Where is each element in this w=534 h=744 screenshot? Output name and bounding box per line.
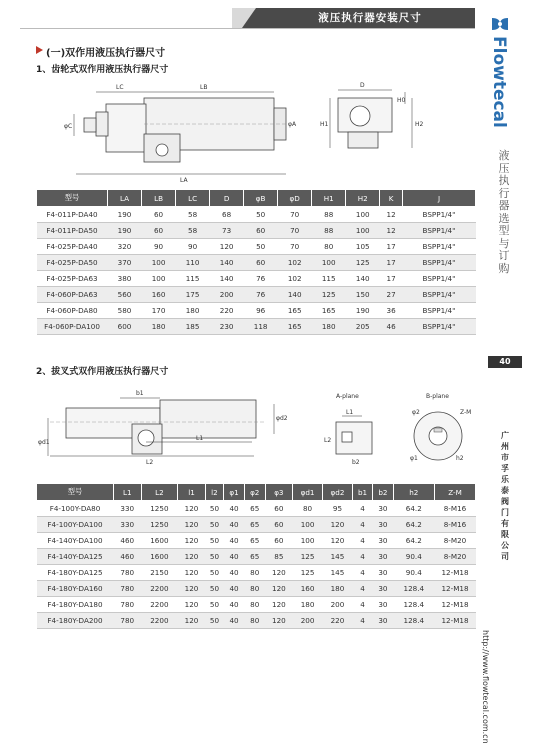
- table-cell: 100: [312, 255, 346, 271]
- table-cell: 46: [380, 319, 403, 335]
- table-cell: 30: [373, 549, 393, 565]
- table-row: [37, 271, 476, 287]
- table-cell: 60: [265, 517, 293, 533]
- table-cell: 180: [142, 319, 176, 335]
- table-row: [37, 303, 476, 319]
- table-cell: 120: [265, 581, 293, 597]
- table-cell: 1600: [141, 549, 178, 565]
- table-cell: 30: [373, 501, 393, 517]
- table-cell: 90.4: [393, 565, 434, 581]
- table-cell: 30: [373, 581, 393, 597]
- col-header: l2: [205, 484, 223, 501]
- header-rule: [20, 28, 475, 29]
- table-cell: 320: [108, 239, 142, 255]
- table-cell: 12-M18: [435, 581, 476, 597]
- table-cell: 190: [346, 303, 380, 319]
- b-plane-phi1: φ1: [410, 455, 418, 462]
- dim-label-phid2: φd2: [276, 415, 288, 422]
- table-cell: 40: [224, 597, 245, 613]
- table-cell: F4-060P-DA80: [37, 303, 108, 319]
- dim-label-d: D: [360, 82, 365, 89]
- table-header-row: [37, 484, 476, 501]
- table-cell: F4-025P-DA50: [37, 255, 108, 271]
- table-cell: 128.4: [393, 597, 434, 613]
- table-cell: 70: [278, 207, 312, 223]
- table-row: [37, 319, 476, 335]
- table-cell: 2200: [141, 613, 178, 629]
- table-cell: BSPP1/4": [403, 319, 476, 335]
- table-cell: 60: [142, 207, 176, 223]
- table-cell: 175: [176, 287, 210, 303]
- page-header-title: 液压执行器安装尺寸: [318, 12, 422, 24]
- col-header: φD: [278, 190, 312, 207]
- table-cell: 4: [352, 533, 372, 549]
- table-cell: F4-011P-DA50: [37, 223, 108, 239]
- table-cell: 90: [142, 239, 176, 255]
- table-cell: 17: [380, 239, 403, 255]
- table-cell: 60: [142, 223, 176, 239]
- table-cell: 8-M16: [435, 517, 476, 533]
- col-header: Z-M: [435, 484, 476, 501]
- table-cell: 70: [278, 239, 312, 255]
- table-cell: 40: [224, 549, 245, 565]
- table-cell: 64.2: [393, 533, 434, 549]
- col-header: b2: [373, 484, 393, 501]
- table-cell: 95: [323, 501, 353, 517]
- table-cell: 780: [114, 613, 142, 629]
- table-cell: F4-025P-DA63: [37, 271, 108, 287]
- gear-actuator-drawing: [60, 78, 430, 188]
- table-cell: 118: [244, 319, 278, 335]
- table-cell: F4-100Y-DA100: [37, 517, 114, 533]
- sidebar-category: 液 压 执 行 器 选 型 与 订 购: [498, 149, 510, 275]
- table-cell: 80: [244, 597, 265, 613]
- table-cell: 165: [278, 303, 312, 319]
- table-cell: 60: [244, 255, 278, 271]
- table-cell: 27: [380, 287, 403, 303]
- table-cell: 4: [352, 597, 372, 613]
- table-cell: 140: [346, 271, 380, 287]
- table-cell: 2150: [141, 565, 178, 581]
- sidebar-url: [476, 630, 490, 744]
- a-plane-b2: b2: [352, 459, 360, 466]
- table-row: [37, 287, 476, 303]
- table-row: [37, 207, 476, 223]
- table-cell: 120: [178, 549, 206, 565]
- table-cell: 64.2: [393, 517, 434, 533]
- table-cell: 100: [293, 533, 323, 549]
- table-cell: 50: [244, 239, 278, 255]
- table-cell: 50: [205, 533, 223, 549]
- col-header: l1: [178, 484, 206, 501]
- table-cell: 65: [244, 533, 265, 549]
- table-cell: 102: [278, 271, 312, 287]
- table-cell: 12-M18: [435, 613, 476, 629]
- table-cell: 120: [210, 239, 244, 255]
- col-header: J: [403, 190, 476, 207]
- table-cell: 40: [224, 581, 245, 597]
- brand-name: Flowtecal: [489, 36, 509, 128]
- table-cell: 76: [244, 271, 278, 287]
- table-cell: 65: [244, 501, 265, 517]
- col-header: φd1: [293, 484, 323, 501]
- b-plane-label: B-plane: [426, 393, 449, 400]
- table-cell: 115: [312, 271, 346, 287]
- table-cell: 17: [380, 271, 403, 287]
- table-cell: BSPP1/4": [403, 303, 476, 319]
- table-cell: 40: [224, 501, 245, 517]
- b-plane-zm: Z-M: [460, 409, 472, 416]
- table-cell: 96: [244, 303, 278, 319]
- table-cell: F4-140Y-DA100: [37, 533, 114, 549]
- table-cell: 30: [373, 613, 393, 629]
- table-cell: 120: [178, 501, 206, 517]
- a-plane-label: A-plane: [336, 393, 359, 400]
- table-cell: 220: [323, 613, 353, 629]
- table-cell: 165: [312, 303, 346, 319]
- col-header: H2: [346, 190, 380, 207]
- table-cell: 160: [293, 581, 323, 597]
- a-plane-l2: L2: [324, 437, 332, 444]
- table-cell: 4: [352, 581, 372, 597]
- subsection-title-gear: 1、齿轮式双作用液压执行器尺寸: [36, 65, 169, 75]
- subsection-title-scotch-yoke: 2、拔叉式双作用液压执行器尺寸: [36, 367, 169, 377]
- col-header: D: [210, 190, 244, 207]
- table-cell: 50: [244, 207, 278, 223]
- table-cell: 2200: [141, 581, 178, 597]
- table-cell: 560: [108, 287, 142, 303]
- table-cell: 128.4: [393, 613, 434, 629]
- table-row: [37, 581, 476, 597]
- table-cell: 460: [114, 533, 142, 549]
- b-plane-phi2: φ2: [412, 409, 420, 416]
- table-cell: 125: [346, 255, 380, 271]
- table-cell: 80: [293, 501, 323, 517]
- table-cell: 460: [114, 549, 142, 565]
- table-cell: 85: [265, 549, 293, 565]
- page-number: 40: [488, 356, 522, 368]
- table-cell: F4-060P-DA100: [37, 319, 108, 335]
- table-cell: 580: [108, 303, 142, 319]
- table-cell: F4-060P-DA63: [37, 287, 108, 303]
- brand-logo: [486, 14, 516, 164]
- table-cell: 50: [205, 597, 223, 613]
- table-cell: 90.4: [393, 549, 434, 565]
- table-cell: 140: [278, 287, 312, 303]
- table-cell: BSPP1/4": [403, 255, 476, 271]
- table-header-row: [37, 190, 476, 207]
- dim-label-phic: φC: [64, 123, 73, 130]
- col-header: L1: [114, 484, 142, 501]
- table-cell: 40: [224, 613, 245, 629]
- table-cell: F4-180Y-DA160: [37, 581, 114, 597]
- table-cell: 125: [293, 565, 323, 581]
- table-cell: 145: [323, 565, 353, 581]
- table-row: [37, 501, 476, 517]
- table-cell: 8-M20: [435, 549, 476, 565]
- table-cell: 58: [176, 223, 210, 239]
- table-cell: 380: [108, 271, 142, 287]
- table-row: [37, 517, 476, 533]
- table-cell: 100: [346, 223, 380, 239]
- table-cell: 80: [244, 613, 265, 629]
- table-cell: BSPP1/4": [403, 287, 476, 303]
- table-cell: 330: [114, 501, 142, 517]
- table-cell: BSPP1/4": [403, 271, 476, 287]
- dim-label-lc: LC: [116, 84, 124, 91]
- table-cell: 150: [346, 287, 380, 303]
- col-header: LC: [176, 190, 210, 207]
- dim-label-h2: H2: [415, 121, 424, 128]
- table-cell: 200: [210, 287, 244, 303]
- table-cell: 60: [265, 533, 293, 549]
- dim-label-phia: φA: [288, 121, 297, 128]
- table-cell: 50: [205, 549, 223, 565]
- table-cell: 160: [142, 287, 176, 303]
- sidebar-company: 广 州 市 孚 乐 泰 阀 门 有 限 公 司: [501, 431, 509, 561]
- col-header: φd2: [323, 484, 353, 501]
- table-cell: F4-180Y-DA180: [37, 597, 114, 613]
- col-header: K: [380, 190, 403, 207]
- section-title: (一)双作用液压执行器尺寸: [46, 48, 166, 59]
- table-cell: 120: [265, 597, 293, 613]
- table-cell: 780: [114, 565, 142, 581]
- table-cell: F4-100Y-DA80: [37, 501, 114, 517]
- table-cell: 40: [224, 533, 245, 549]
- table-cell: 50: [205, 613, 223, 629]
- table-cell: 90: [176, 239, 210, 255]
- dim-label-b1: b1: [136, 390, 144, 397]
- table-cell: 370: [108, 255, 142, 271]
- table-cell: 76: [244, 287, 278, 303]
- col-header: b1: [352, 484, 372, 501]
- table-cell: 230: [210, 319, 244, 335]
- table-cell: 120: [323, 517, 353, 533]
- table-cell: 140: [210, 271, 244, 287]
- table-row: [37, 549, 476, 565]
- table-cell: 4: [352, 549, 372, 565]
- table-cell: 120: [265, 613, 293, 629]
- table-cell: 190: [108, 207, 142, 223]
- b-plane-h2: h2: [456, 455, 464, 462]
- dim-label-phid1: φd1: [38, 439, 50, 446]
- table-cell: 50: [205, 501, 223, 517]
- table-cell: 180: [312, 319, 346, 335]
- table-cell: 80: [244, 581, 265, 597]
- dim-label-h1: H1: [320, 121, 329, 128]
- table-cell: 30: [373, 517, 393, 533]
- table-cell: 180: [176, 303, 210, 319]
- dim-label-h0: H0: [397, 97, 406, 104]
- scotch-yoke-table: [36, 483, 476, 629]
- col-header: LB: [142, 190, 176, 207]
- table-cell: 140: [210, 255, 244, 271]
- table-row: [37, 223, 476, 239]
- table-cell: 100: [142, 271, 176, 287]
- col-header: L2: [141, 484, 178, 501]
- table-cell: 780: [114, 597, 142, 613]
- col-header: φB: [244, 190, 278, 207]
- table-cell: 100: [142, 255, 176, 271]
- table-cell: 2200: [141, 597, 178, 613]
- table-cell: 120: [178, 613, 206, 629]
- table-cell: 68: [210, 207, 244, 223]
- table-cell: 330: [114, 517, 142, 533]
- table-cell: 180: [323, 581, 353, 597]
- table-cell: 4: [352, 565, 372, 581]
- dim-label-lb: LB: [200, 84, 208, 91]
- table-cell: 88: [312, 223, 346, 239]
- table-row: [37, 597, 476, 613]
- table-cell: F4-180Y-DA125: [37, 565, 114, 581]
- table-cell: 120: [265, 565, 293, 581]
- col-header: φ3: [265, 484, 293, 501]
- table-cell: 185: [176, 319, 210, 335]
- table-cell: 125: [312, 287, 346, 303]
- table-cell: 600: [108, 319, 142, 335]
- table-row: [37, 613, 476, 629]
- table-cell: 105: [346, 239, 380, 255]
- table-cell: 170: [142, 303, 176, 319]
- table-cell: 30: [373, 597, 393, 613]
- table-cell: 88: [312, 207, 346, 223]
- table-cell: F4-025P-DA40: [37, 239, 108, 255]
- table-cell: 50: [205, 565, 223, 581]
- table-row: [37, 565, 476, 581]
- dim-label-la: LA: [180, 177, 188, 184]
- col-header: h2: [393, 484, 434, 501]
- table-cell: 30: [373, 565, 393, 581]
- table-cell: 40: [224, 565, 245, 581]
- table-cell: 1600: [141, 533, 178, 549]
- table-cell: 65: [244, 517, 265, 533]
- table-cell: 200: [323, 597, 353, 613]
- dim-label-l2: L2: [146, 459, 154, 466]
- table-cell: 73: [210, 223, 244, 239]
- table-cell: F4-140Y-DA125: [37, 549, 114, 565]
- table-cell: BSPP1/4": [403, 223, 476, 239]
- table-cell: 145: [323, 549, 353, 565]
- table-cell: 60: [244, 223, 278, 239]
- brand-mark-icon: [492, 18, 508, 30]
- table-cell: 60: [265, 501, 293, 517]
- table-cell: 120: [178, 517, 206, 533]
- table-cell: 4: [352, 501, 372, 517]
- table-cell: 200: [293, 613, 323, 629]
- table-cell: 780: [114, 581, 142, 597]
- table-cell: 1250: [141, 517, 178, 533]
- table-cell: 36: [380, 303, 403, 319]
- table-cell: 4: [352, 517, 372, 533]
- table-cell: 12-M18: [435, 597, 476, 613]
- table-cell: 65: [244, 549, 265, 565]
- table-cell: 50: [205, 517, 223, 533]
- table-cell: 115: [176, 271, 210, 287]
- table-cell: 12-M18: [435, 565, 476, 581]
- table-cell: 1250: [141, 501, 178, 517]
- table-cell: 100: [293, 517, 323, 533]
- table-cell: 4: [352, 613, 372, 629]
- table-row: [37, 255, 476, 271]
- table-cell: 40: [224, 517, 245, 533]
- table-cell: 165: [278, 319, 312, 335]
- col-header: LA: [108, 190, 142, 207]
- table-cell: 100: [346, 207, 380, 223]
- table-cell: 180: [293, 597, 323, 613]
- table-row: [37, 533, 476, 549]
- col-header: 型号: [37, 190, 108, 207]
- col-header: H1: [312, 190, 346, 207]
- table-cell: 8-M20: [435, 533, 476, 549]
- a-plane-l1: L1: [346, 409, 354, 416]
- table-cell: 50: [205, 581, 223, 597]
- table-cell: F4-180Y-DA200: [37, 613, 114, 629]
- table-cell: BSPP1/4": [403, 207, 476, 223]
- table-cell: 80: [244, 565, 265, 581]
- table-cell: 110: [176, 255, 210, 271]
- table-cell: 120: [178, 581, 206, 597]
- table-cell: 128.4: [393, 581, 434, 597]
- table-cell: 102: [278, 255, 312, 271]
- table-cell: 30: [373, 533, 393, 549]
- scotch-yoke-drawing: [36, 384, 476, 470]
- col-header: 型号: [37, 484, 114, 501]
- table-cell: 125: [293, 549, 323, 565]
- table-cell: 120: [178, 597, 206, 613]
- table-cell: 64.2: [393, 501, 434, 517]
- table-cell: 120: [178, 533, 206, 549]
- table-cell: 220: [210, 303, 244, 319]
- table-cell: 12: [380, 223, 403, 239]
- table-cell: F4-011P-DA40: [37, 207, 108, 223]
- dim-label-l1: L1: [196, 435, 204, 442]
- gear-actuator-table: [36, 189, 476, 335]
- col-header: φ1: [224, 484, 245, 501]
- table-cell: 17: [380, 255, 403, 271]
- table-cell: 8-M16: [435, 501, 476, 517]
- table-cell: 80: [312, 239, 346, 255]
- table-cell: 120: [178, 565, 206, 581]
- table-cell: 205: [346, 319, 380, 335]
- sidebar-url-text: http://www.flowtecal.com.cn: [481, 630, 490, 744]
- table-cell: BSPP1/4": [403, 239, 476, 255]
- table-cell: 120: [323, 533, 353, 549]
- table-cell: 58: [176, 207, 210, 223]
- table-cell: 190: [108, 223, 142, 239]
- table-cell: 12: [380, 207, 403, 223]
- col-header: φ2: [244, 484, 265, 501]
- table-cell: 70: [278, 223, 312, 239]
- table-row: [37, 239, 476, 255]
